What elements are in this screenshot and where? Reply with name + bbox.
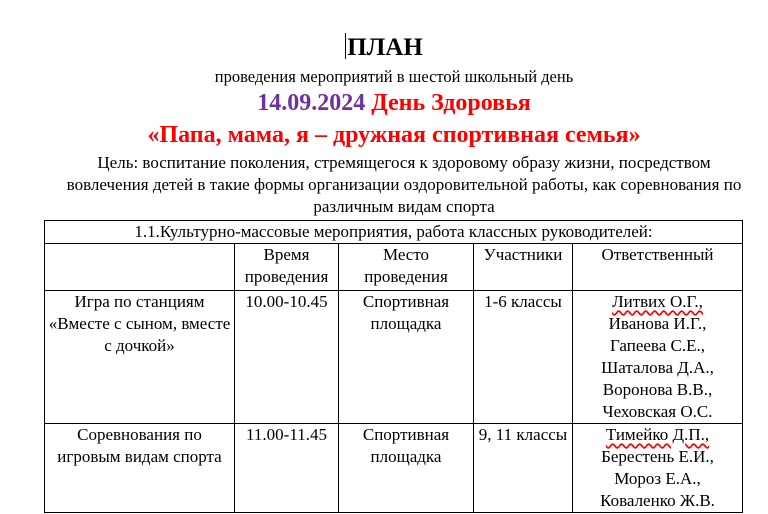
event-slogan: «Папа, мама, я – дружная спортивная семья»: [147, 122, 641, 148]
responsible-person: Тимейко Д.П.,: [605, 425, 710, 444]
document-subtitle: проведения мероприятий в шестой школьный день: [214, 67, 574, 86]
responsible-person: Литвих О.Г.,: [612, 292, 703, 311]
participants-cell: 9, 11 классы: [474, 424, 573, 513]
table-row: [45, 424, 743, 513]
event-date: 14.09.2024: [257, 90, 366, 116]
responsible-person: Шаталова Д.А.,: [601, 358, 714, 377]
date-line: [0, 88, 768, 118]
title-text: ПЛАН: [347, 34, 423, 61]
responsible-person: Мороз Е.А.,: [614, 469, 701, 488]
event-cell: Игра по станциям «Вместе с сыном, вместе с дочкой»: [45, 291, 235, 424]
header-cell-responsible: Ответственный: [573, 244, 743, 291]
section-title: 1.1.Культурно-массовые мероприятия, работа классных руководителей:: [45, 221, 743, 244]
header-cell-place: Место проведения: [339, 244, 474, 291]
responsible-person: Коваленко Ж.В.: [600, 491, 715, 510]
time-cell: 11.00-11.45: [235, 424, 339, 513]
place-cell: Спортивная площадка: [339, 291, 474, 424]
responsible-person: Чеховская О.С.: [602, 402, 713, 421]
table-header-row: [45, 244, 743, 291]
header-cell-time: Время проведения: [235, 244, 339, 291]
responsible-cell: [573, 424, 743, 513]
header-cell-participants: Участники: [474, 244, 573, 291]
responsible-person: Гапеева С.Е.,: [610, 336, 705, 355]
event-day-name: День Здоровья: [371, 90, 531, 116]
header-cell-event: [45, 244, 235, 291]
document-title: [0, 33, 768, 63]
responsible-person: Берестень Е.И.,: [601, 447, 714, 466]
responsible-cell: [573, 291, 743, 424]
participants-cell: 1-6 классы: [474, 291, 573, 424]
responsible-person: Воронова В.В.,: [602, 380, 713, 399]
time-cell: 10.00-10.45: [235, 291, 339, 424]
event-cell: Соревнования по игровым видам спорта: [45, 424, 235, 513]
goal-statement: Цель: воспитание поколения, стремящегося к здоровому образу жизни, посредством вовлечения детей в такие формы организации оздоровительной работы, как соревнования по различным видам спорта: [66, 153, 742, 216]
place-cell: Спортивная площадка: [339, 424, 474, 513]
responsible-person: Иванова И.Г.,: [608, 314, 707, 333]
plan-table: [44, 220, 743, 513]
table-row: [45, 291, 743, 424]
